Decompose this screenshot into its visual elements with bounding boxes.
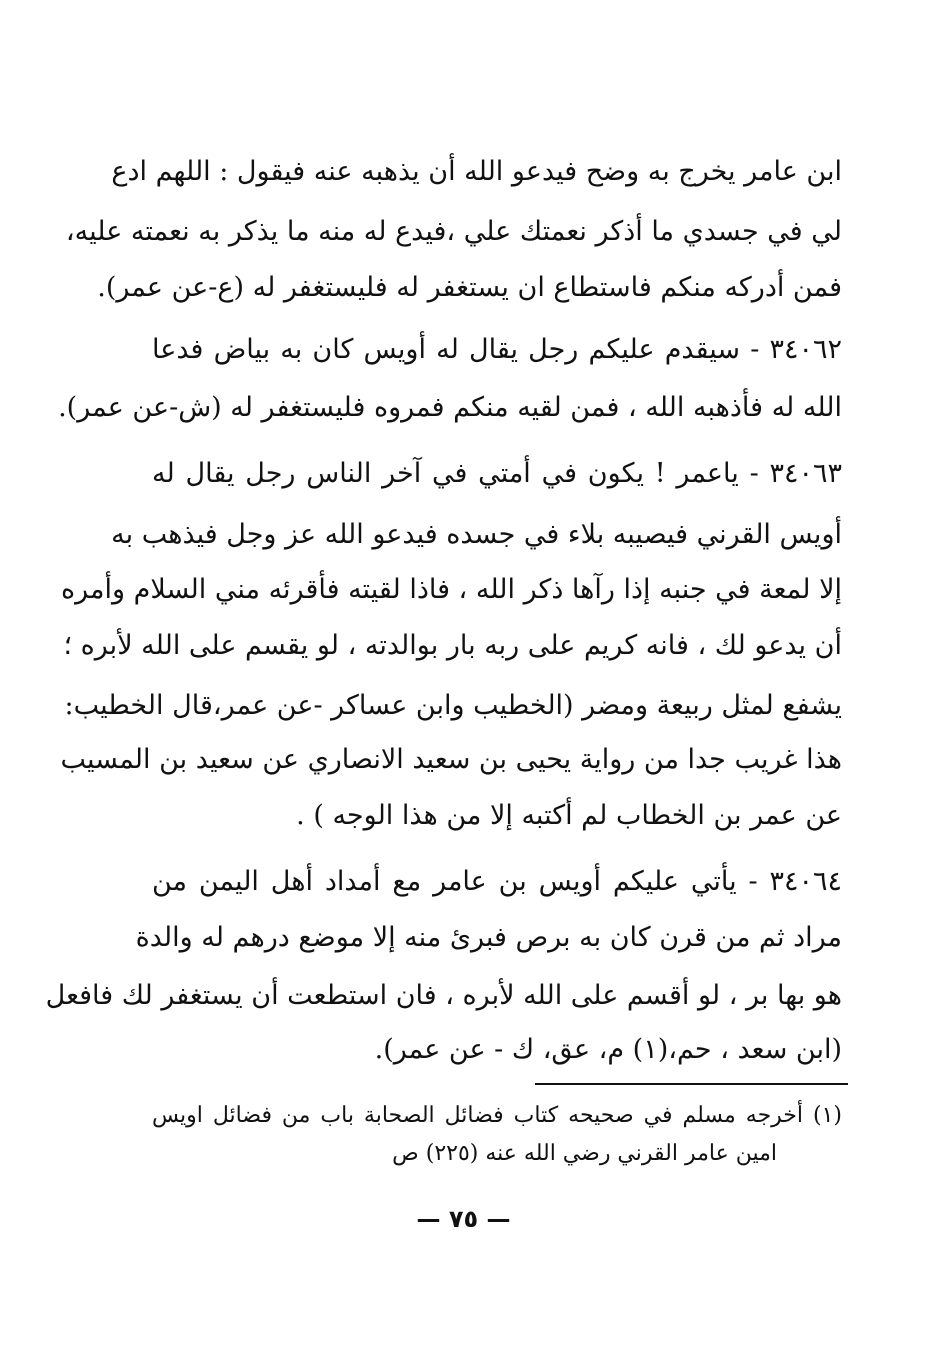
hadith-34063-line-1: ٣٤٠٦٣ - ياعمر ! يكون في أمتي في آخر الناس رجل يقال له [152,458,842,489]
body-line-1: ابن عامر يخرج به وضح فيدعو الله أن يذهبه عنه فيقول : اللهم ادع [111,156,842,187]
hadith-34064-line-4: (ابن سعد ، حم،(١) م، عق، ك - عن عمر). [374,1034,842,1065]
footnote-line-2: امين عامر القرني رضي الله عنه (٢٢٥) ص [392,1141,777,1166]
hadith-34063-line-6: هذا غريب جدا من رواية يحيى بن سعيد الانصاري عن سعيد بن المسيب [60,744,842,775]
hadith-34063-line-2: أويس القرني فيصيبه بلاء في جسده فيدعو الله عز وجل فيذهب به [111,519,842,550]
hadith-34063-line-4: أن يدعو لك ، فانه كريم على ربه بار بوالدته ، لو يقسم على الله لأبره ؛ [63,630,842,661]
hadith-34063-line-5: يشفع لمثل ربيعة ومضر (الخطيب وابن عساكر -عن عمر،قال الخطيب: [64,690,842,721]
hadith-34062-line-1: ٣٤٠٦٢ - سيقدم عليكم رجل يقال له أويس كان به بياض فدعا [152,334,842,365]
body-line-3: فمن أدركه منكم فاستطاع ان يستغفر له فليستغفر له (ع-عن عمر). [97,272,842,303]
body-line-2: لي في جسدي ما أذكر نعمتك علي ،فيدع له منه ما يذكر به نعمته عليه، [65,216,842,247]
hadith-34062-line-2: الله له فأذهبه الله ، فمن لقيه منكم فمروه فليستغفر له (ش-عن عمر). [58,392,842,423]
footnote-divider [535,1083,848,1085]
footnote-line-1: (١) أخرجه مسلم في صحيحه كتاب فضائل الصحابة باب من فضائل اويس [152,1103,842,1128]
hadith-34064-line-2: مراد ثم من قرن كان به برص فبرئ منه إلا موضع درهم له والدة [135,922,842,953]
hadith-34063-line-7: عن عمر بن الخطاب لم أكتبه إلا من هذا الوجه ) . [296,800,842,831]
page-number: — ٧٥ — [416,1205,511,1233]
hadith-34063-line-3: إلا لمعة في جنبه إذا رآها ذكر الله ، فاذا لقيته فأقرئه مني السلام وأمره [61,574,842,605]
hadith-34064-line-3: هو بها بر ، لو أقسم على الله لأبره ، فان استطعت أن يستغفر لك فافعل [45,980,842,1011]
hadith-34064-line-1: ٣٤٠٦٤ - يأتي عليكم أويس بن عامر مع أمداد أهل اليمن من [152,866,843,897]
